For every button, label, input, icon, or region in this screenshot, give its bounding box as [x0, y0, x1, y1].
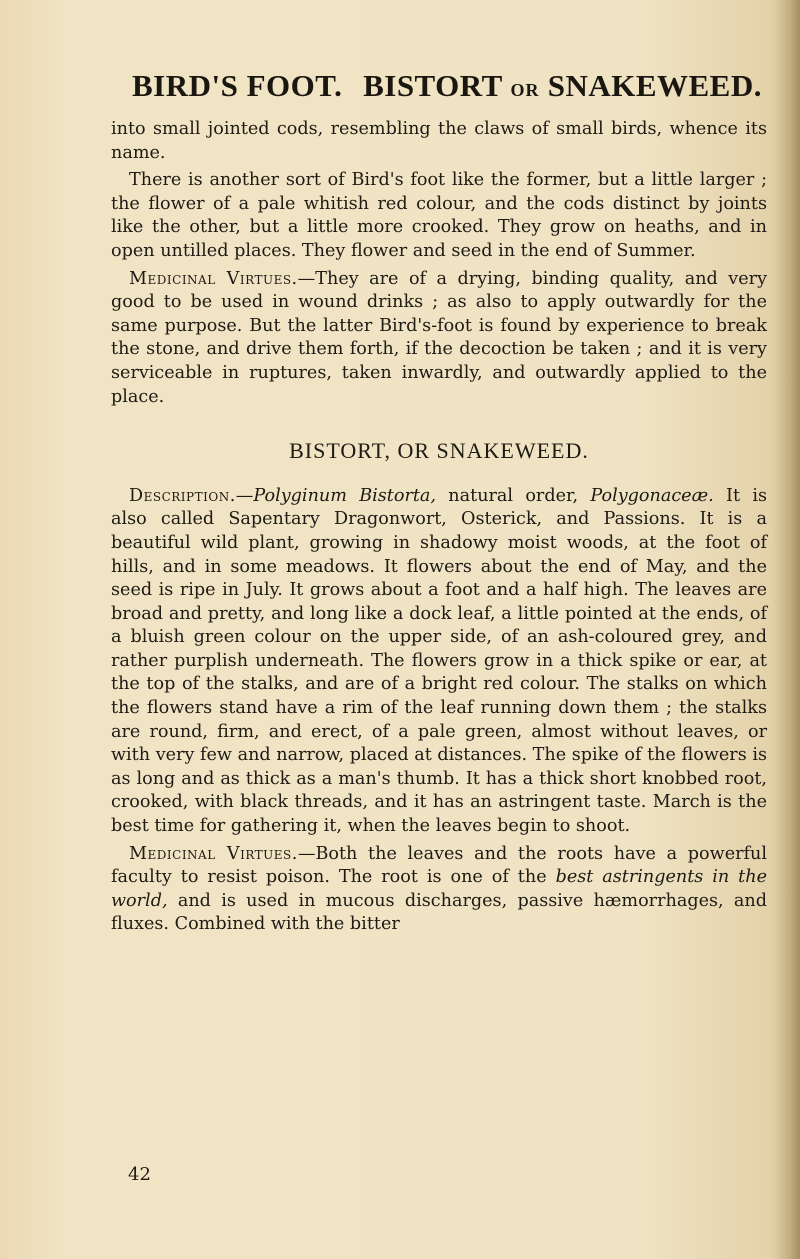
page-number: 42 [128, 1164, 151, 1185]
paragraph-description-bistort: Description.—Polyginum Bistorta, natural order, Polygonaceæ. It is also called Sapentary Dragonwort, Osterick, and Passions. It is a beautiful wild plant, growing in shadowy moist woods, at the foot of hills, and in some meadows. It flowers about the end of May, and the seed is ripe in July. It grows about a foot and a half high. The leaves are broad and pretty, and long like a dock leaf, a little pointed at the ends, of a bluish green colour on the upper side, of an ash-coloured grey, and rather purplish underneath. The flowers grow in a thick spike or ear, at the top of the stalks, and are of a bright red colour. The stalks on which the flowers stand have a rim of the leaf running down them ; the stalks are round, firm, and erect, of a pale green, almost without leaves, or with very few and narrow, placed at distances. The spike of the flowers is as long and as thick as a man's thumb. It has a thick short knobbed root, crooked, with black threads, and it has an astringent taste. March is the best time for gathering it, when the leaves begin to shoot. [111, 485, 767, 837]
running-head-right: BISTORT OR SNAKEWEED. [363, 68, 762, 103]
running-head-left: BIRD'S FOOT. [132, 68, 343, 103]
page-edge-shadow [774, 0, 800, 1259]
paragraph-medicinal-virtues-bistort: Medicinal Virtues.—Both the leaves and the roots have a powerful faculty to resist poison. The root is one of the best astringents in the world, and is used in mucous discharges, passive hæmorrhages, and fluxes. Combined with the bitter [111, 843, 768, 935]
paragraph-continuation: into small jointed cods, resembling the claws of small birds, whence its name. [111, 119, 767, 163]
section-label: Medicinal Virtues. [129, 268, 298, 289]
running-head [132, 68, 762, 104]
emphasis: best astringents in the world, [111, 867, 767, 911]
paragraph-medicinal-virtues-birds-foot: Medicinal Virtues.—They are of a drying, binding quality, and very good to be used in wound drinks ; as also to apply outwardly for the same purpose. But the latter Bird's-foot is found by experience to break the stone, and drive them forth, if the decoction be taken ; and it is very serviceable in ruptures, taken inwardly, and outwardly applied to the place. [111, 268, 768, 407]
section-heading: BISTORT, OR SNAKEWEED. [289, 438, 589, 464]
body-text [111, 118, 767, 941]
latin-name: Polyginum Bistorta, [253, 485, 437, 506]
description-label: Description. [129, 485, 236, 506]
section-label: Medicinal Virtues. [129, 843, 298, 864]
order-name: Polygonaceæ. [590, 485, 714, 506]
paragraph-other-birds-foot: There is another sort of Bird's foot like the former, but a little larger ; the flower of a pale whitish red colour, and the cods distinct by joints like the other, but a little more crooked. They grow on heaths, and in open untilled places. They flower and seed in the end of Summer. [111, 170, 767, 261]
